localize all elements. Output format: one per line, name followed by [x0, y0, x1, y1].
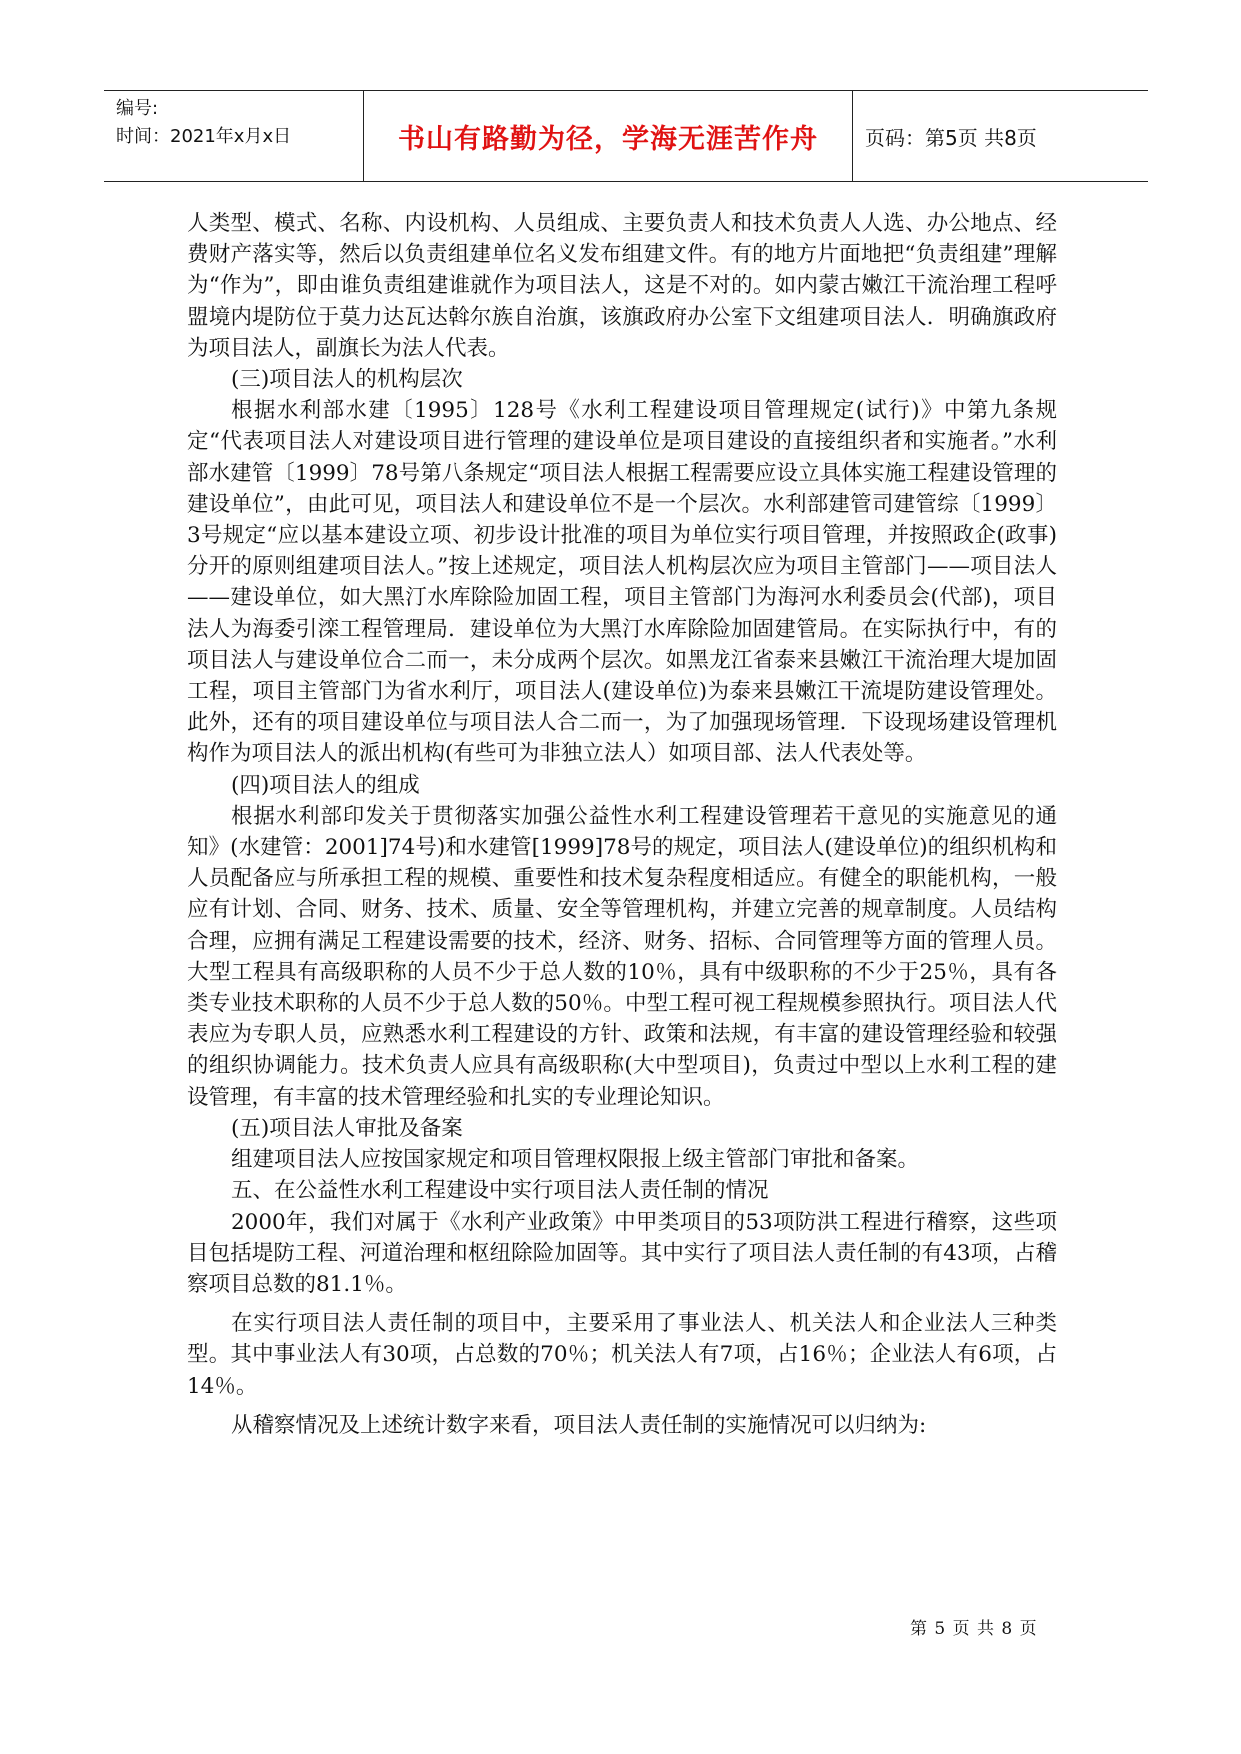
header-table [104, 90, 1148, 182]
document-time-label: 时间：2021年x月x日 [116, 126, 292, 147]
section-heading: (三)项目法人的机构层次 [231, 367, 463, 393]
paragraph: 人类型、模式、名称、内设机构、人员组成、主要负责人和技术负责人人选、办公地点、经费财产落实等，然后以负责组建单位名义发布组建文件。有的地方片面地把“负责组建”理解为“作为”，即由谁负责组建谁就作为项目法人，这是不对的。如内蒙古嫩江干流治理工程呼盟境内堤防位于莫力达瓦达斡尔族自治旗，该旗政府办公室下文组建项目法人．明确旗政府为项目法人，副旗长为法人代表。 [187, 211, 1057, 361]
paragraph: 在实行项目法人责任制的项目中，主要采用了事业法人、机关法人和企业法人三种类型。其中事业法人有30项，占总数的70％；机关法人有7项，占16％；企业法人有6项，占14％。 [187, 1311, 1057, 1399]
header-motto: 书山有路勤为径，学海无涯苦作舟 [364, 91, 853, 181]
header-meta-cell [104, 91, 364, 181]
document-body [187, 208, 1057, 1441]
paragraph: 组建项目法人应按国家规定和项目管理权限报上级主管部门审批和备案。 [231, 1147, 920, 1173]
page-footer: 第 5 页 共 8 页 [910, 1619, 1038, 1639]
document-number-label: 编号: [116, 98, 159, 119]
section-heading: 五、在公益性水利工程建设中实行项目法人责任制的情况 [231, 1178, 769, 1204]
section-heading: (四)项目法人的组成 [231, 772, 420, 798]
paragraph: 根据水利部印发关于贯彻落实加强公益性水利工程建设管理若干意见的实施意见的通知》(水建管：2001]74号)和水建管[1999]78号的规定，项目法人(建设单位)的组织机构和人员配备应与所承担工程的规模、重要性和技术复杂程度相适应。有健全的职能机构，一般应有计划、合同、财务、技术、质量、安全等管理机构，并建立完善的规章制度。人员结构合理，应拥有满足工程建设需要的技术，经济、财务、招标、合同管理等方面的管理人员。大型工程具有高级职称的人员不少于总人数的10％，具有中级职称的不少于25％，具有各类专业技术职称的人员不少于总人数的50％。中型工程可视工程规模参照执行。项目法人代表应为专职人员，应熟悉水利工程建设的方针、政策和法规，有丰富的建设管理经验和较强的组织协调能力。技术负责人应具有高级职称(大中型项目)，负责过中型以上水利工程的建设管理，有丰富的技术管理经验和扎实的专业理论知识。 [187, 803, 1057, 1110]
paragraph: 从稽察情况及上述统计数字来看，项目法人责任制的实施情况可以归纳为: [231, 1412, 927, 1438]
paragraph: 根据水利部水建〔1995〕128号《水利工程建设项目管理规定(试行)》中第九条规定“代表项目法人对建设项目进行管理的建设单位是项目建设的直接组织者和实施者。”水利部水建管〔1999〕78号第八条规定“项目法人根据工程需要应设立具体实施工程建设管理的建设单位”，由此可见，项目法人和建设单位不是一个层次。水利部建管司建管综〔1999〕3号规定“应以基本建设立项、初步设计批准的项目为单位实行项目管理，并按照政企(政事)分开的原则组建项目法人。”按上述规定，项目法人机构层次应为项目主管部门——项目法人——建设单位，如大黑汀水库除险加固工程，项目主管部门为海河水利委员会(代部)，项目法人为海委引滦工程管理局．建设单位为大黑汀水库除险加固建管局。在实际执行中，有的项目法人与建设单位合二而一，未分成两个层次。如黑龙江省泰来县嫩江干流治理大堤加固工程，项目主管部门为省水利厅，项目法人(建设单位)为泰来县嫩江干流堤防建设管理处。此外，还有的项目建设单位与项目法人合二而一，为了加强现场管理．下设现场建设管理机构作为项目法人的派出机构(有些可为非独立法人）如项目部、法人代表处等。 [187, 398, 1057, 767]
header-page-code: 页码：第5页 共8页 [865, 125, 1037, 150]
section-heading: (五)项目法人审批及备案 [231, 1115, 463, 1141]
paragraph: 2000年，我们对属于《水利产业政策》中甲类项目的53项防洪工程进行稽察，这些项目包括堤防工程、河道治理和枢纽除险加固等。其中实行了项目法人责任制的有43项，占稽察项目总数的81.1％。 [187, 1209, 1057, 1297]
